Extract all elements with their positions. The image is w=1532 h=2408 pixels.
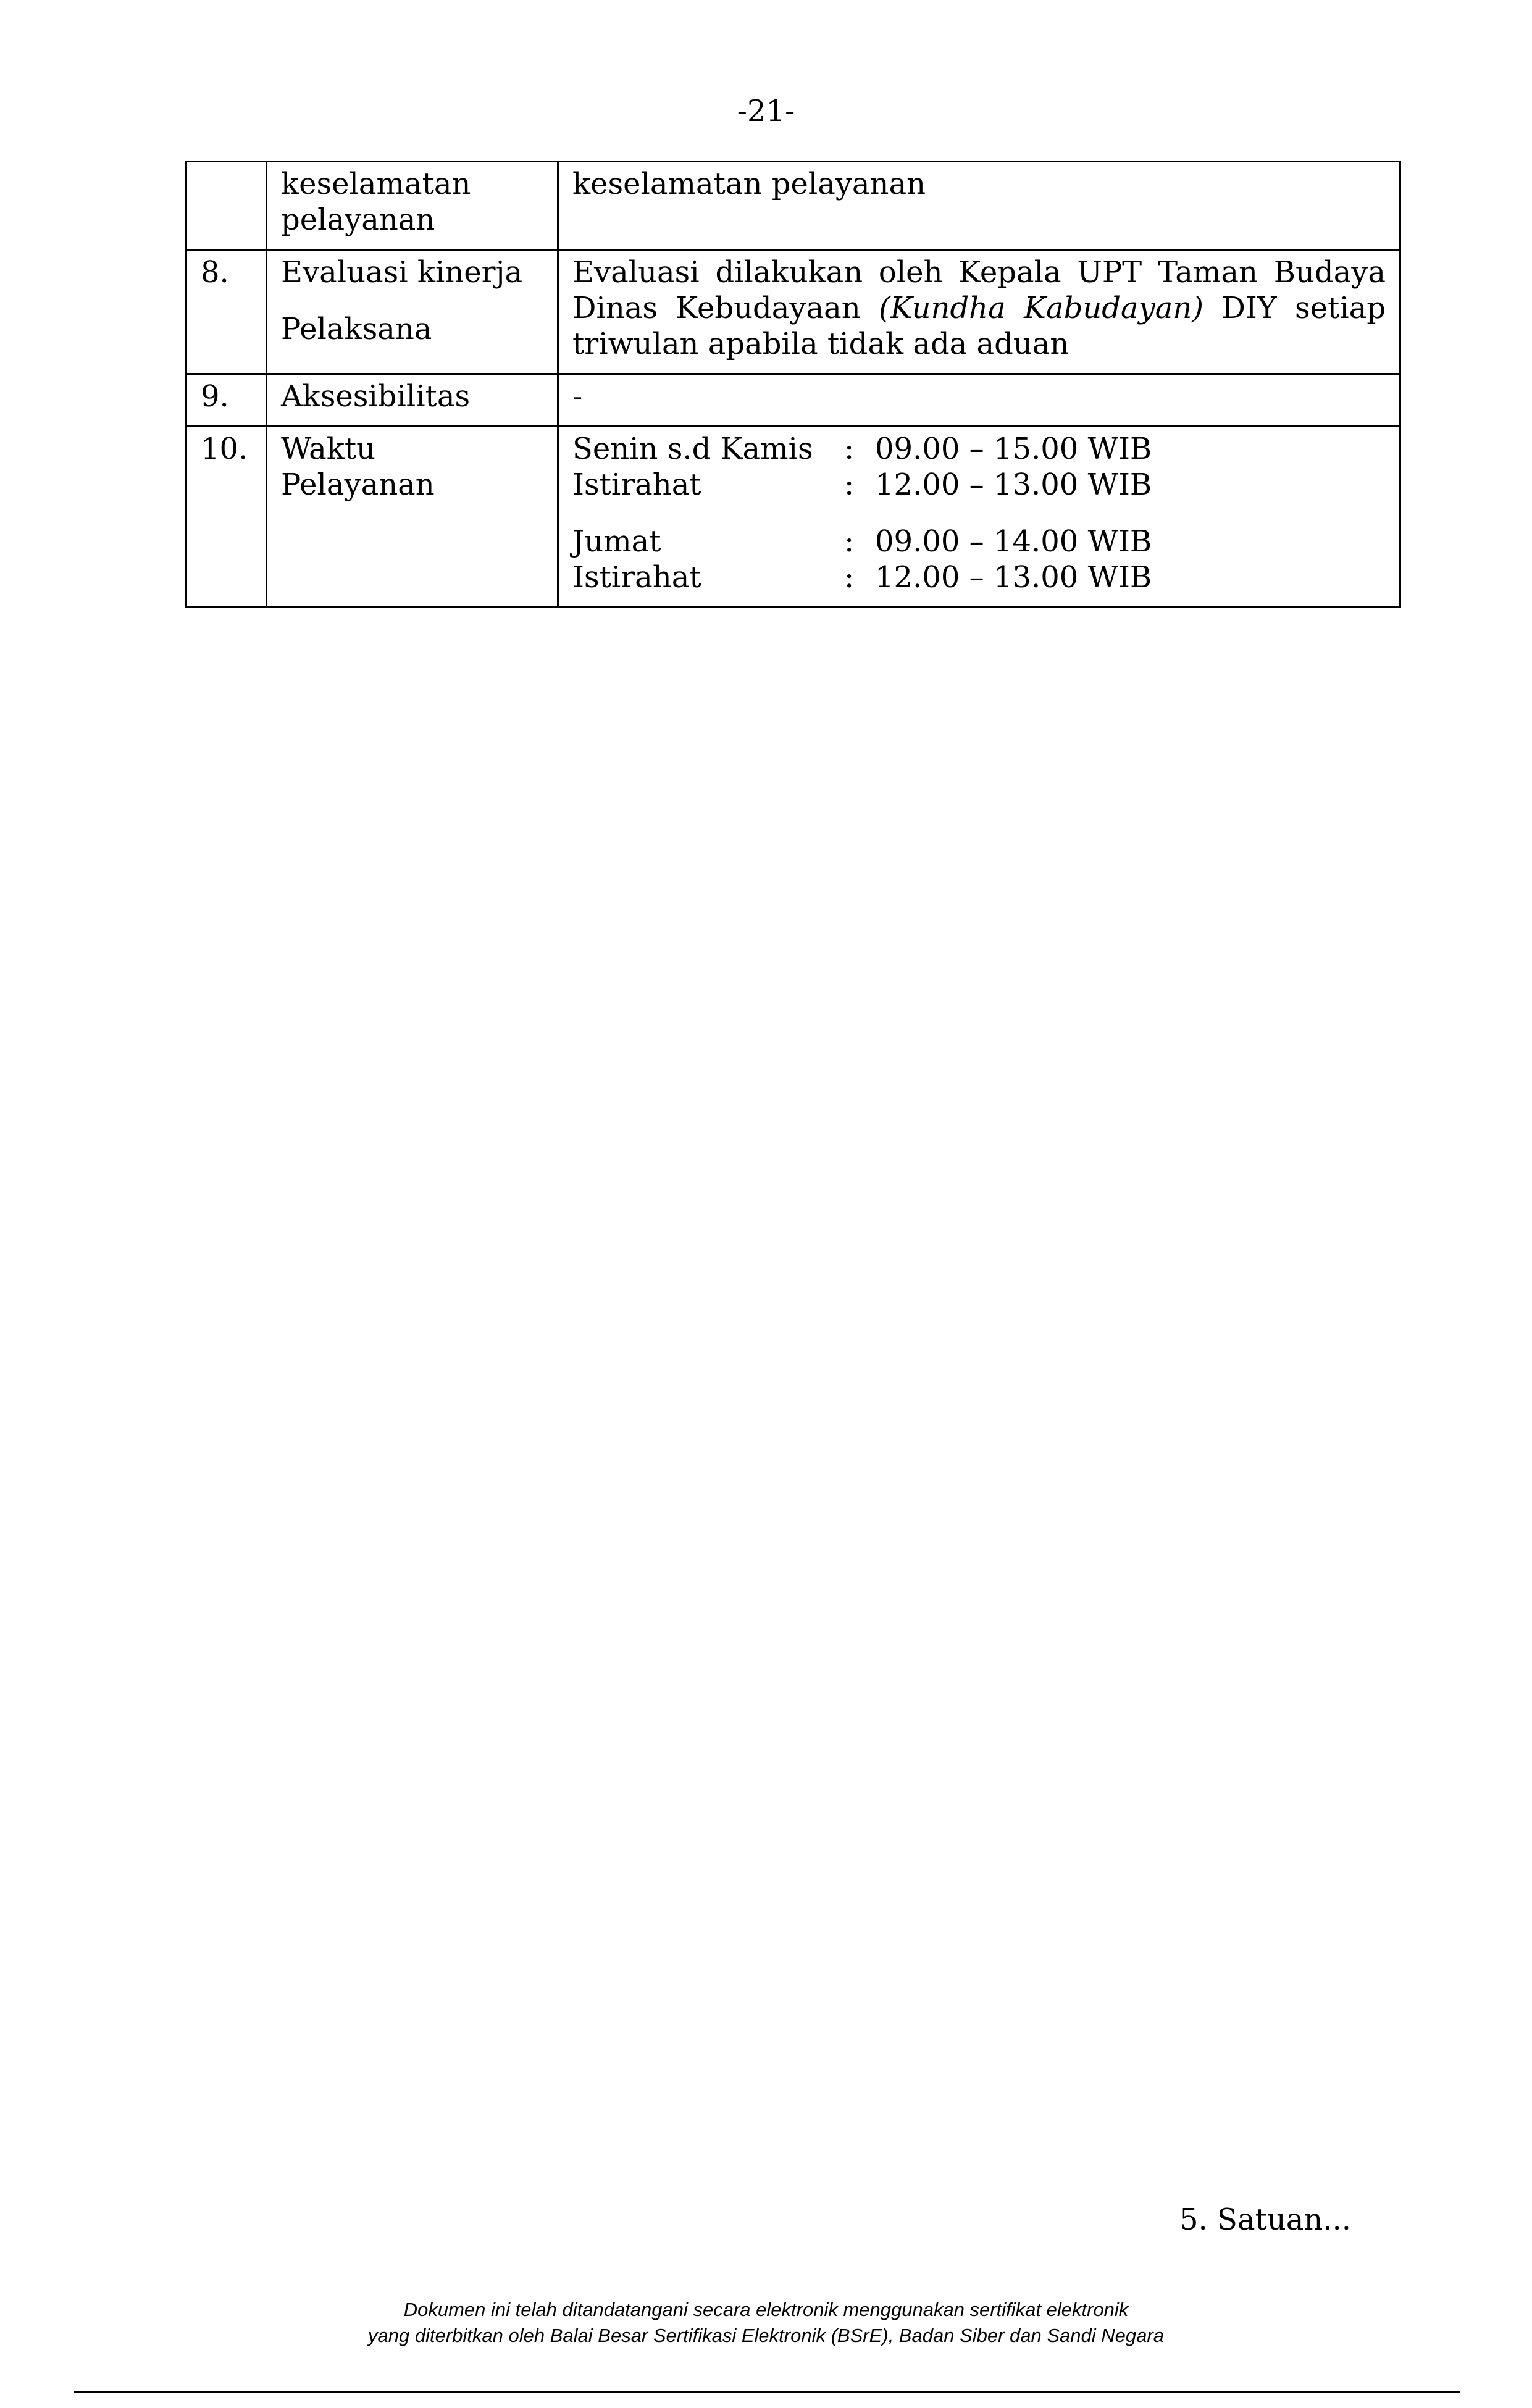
component-label-line: Pelaksana [281, 312, 432, 346]
component-label-cell: Aksesibilitas [267, 374, 558, 427]
value-text: DIY setiap triwulan apabila tidak ada aduan [572, 291, 1386, 361]
row-number-cell: 9. [186, 374, 267, 427]
component-label-cell [267, 162, 558, 250]
table-row-continued [186, 162, 1400, 250]
component-label-cell [267, 250, 558, 374]
table-row-waktu-pelayanan [186, 427, 1400, 608]
component-value-cell: keselamatan pelayanan [558, 162, 1400, 250]
hours-time: 12.00 – 13.00 WIB [875, 560, 1152, 595]
e-signature-footer [0, 2297, 1532, 2349]
value-italic-text: (Kundha Kabudayan) [879, 291, 1203, 325]
hours-day: Istirahat [572, 560, 701, 595]
component-label-line: pelayanan [281, 203, 435, 237]
row-number-cell: 10. [186, 427, 267, 608]
service-hours-list [572, 431, 1386, 595]
component-value-cell: - [558, 374, 1400, 427]
hours-separator: : [844, 524, 855, 559]
hours-separator: : [844, 432, 855, 466]
hours-day: Jumat [572, 524, 661, 559]
service-hours-cell [558, 427, 1400, 608]
component-label-line: Evaluasi kinerja [281, 255, 523, 290]
component-label-cell [267, 427, 558, 608]
hours-spacer [572, 503, 1386, 524]
hours-time: 09.00 – 15.00 WIB [875, 432, 1152, 466]
page-number: -21- [737, 94, 795, 128]
hours-day: Istirahat [572, 467, 701, 502]
component-label-line: keselamatan [281, 167, 471, 201]
hours-day: Senin s.d Kamis [572, 432, 813, 466]
value-text: Evaluasi dilakukan oleh Kepala UPT Taman Budaya Dinas Kebudayaan [572, 255, 1386, 325]
row-number-cell: 8. [186, 250, 267, 374]
hours-time: 12.00 – 13.00 WIB [875, 467, 1152, 502]
row-number-cell [186, 162, 267, 250]
component-label-line: Pelayanan [281, 467, 435, 502]
hours-time: 09.00 – 14.00 WIB [875, 524, 1152, 559]
footer-line: yang diterbitkan oleh Balai Besar Sertifikasi Elektronik (BSrE), Badan Siber dan Sandi Negara [368, 2325, 1164, 2346]
next-page-reference: 5. Satuan... [1179, 2202, 1352, 2237]
bottom-divider [74, 2391, 1460, 2393]
hours-separator: : [844, 560, 855, 595]
table-row-evaluasi [186, 250, 1400, 374]
component-label-line: Waktu [281, 432, 376, 466]
table-row-aksesibilitas [186, 374, 1400, 427]
component-value-cell [558, 250, 1400, 374]
service-standard-table [185, 161, 1401, 608]
footer-line: Dokumen ini telah ditandatangani secara elektronik menggunakan sertifikat elektronik [403, 2299, 1129, 2320]
hours-separator: : [844, 467, 855, 502]
